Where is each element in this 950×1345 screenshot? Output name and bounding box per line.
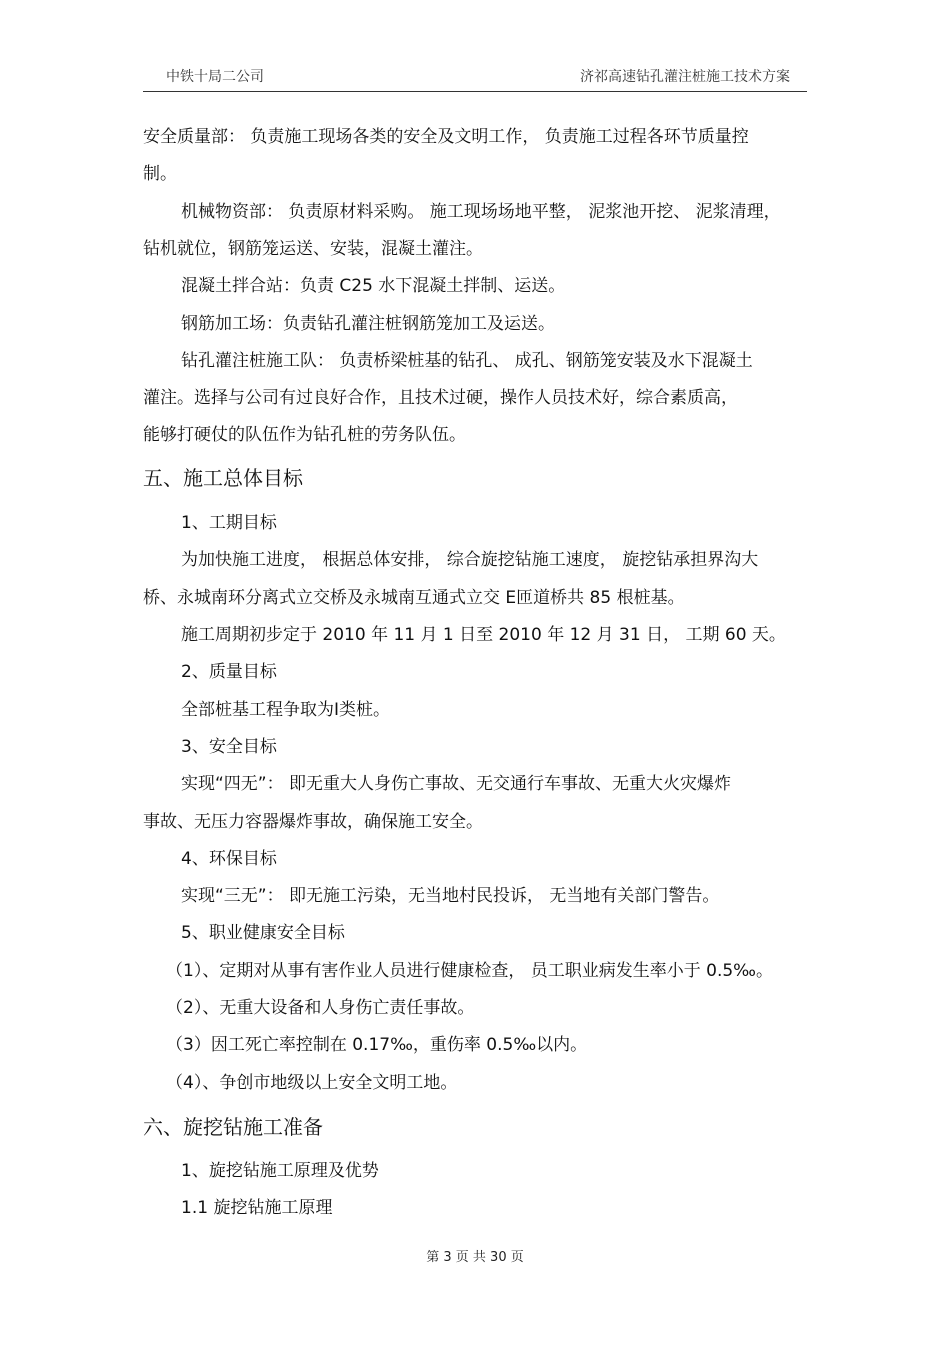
para-safety-2: 事故、无压力容器爆炸事故，确保施工安全。 [143,812,483,832]
para-machinery-dept: 机械物资部： 负责原材料采购。 施工现场场地平整， 泥浆池开挖、 泥浆清理， [181,202,781,222]
subheading-schedule-goal: 1、工期目标 [181,513,277,533]
list-item-ohs-3: （3）因工死亡率控制在 0.17‰，重伤率 0.5‰以内。 [166,1035,588,1055]
subheading-rotary-principle: 1、旋挖钻施工原理及优势 [181,1161,379,1181]
heading-section-6: 六、旋挖钻施工准备 [143,1115,323,1139]
para-concrete-station: 混凝土拌合站：负责 C25 水下混凝土拌制、运送。 [181,276,566,296]
para-schedule-2: 桥、永城南环分离式立交桥及永城南互通式立交 E匝道桥共 85 根桩基。 [143,588,685,608]
header-rule [143,91,807,92]
subheading-ohs-goal: 5、职业健康安全目标 [181,923,345,943]
para-rebar-yard: 钢筋加工场：负责钻孔灌注桩钢筋笼加工及运送。 [181,314,555,334]
para-env: 实现“三无”： 即无施工污染，无当地村民投诉， 无当地有关部门警告。 [181,886,720,906]
header-right-title: 济祁高速钻孔灌注桩施工技术方案 [580,69,790,85]
para-quality: 全部桩基工程争取为Ⅰ类桩。 [181,700,391,720]
heading-section-5: 五、施工总体目标 [143,466,303,490]
page-number-footer: 第 3 页 共 30 页 [426,1250,524,1265]
para-pile-team: 钻孔灌注桩施工队： 负责桥梁桩基的钻孔、 成孔、钢筋笼安装及水下混凝土 [181,351,753,371]
header-left-company: 中铁十局二公司 [166,69,264,85]
para-safety-dept-cont: 制。 [143,164,177,184]
subheading-rotary-principle-1-1: 1.1 旋挖钻施工原理 [181,1198,333,1218]
para-pile-team-cont1: 灌注。选择与公司有过良好合作，且技术过硬，操作人员技术好，综合素质高， [143,388,738,408]
list-item-ohs-4: （4）、争创市地级以上安全文明工地。 [166,1073,458,1093]
para-safety-1: 实现“四无”： 即无重大人身伤亡事故、无交通行车事故、无重大火灾爆炸 [181,774,732,794]
list-item-ohs-2: （2）、无重大设备和人身伤亡责任事故。 [166,998,475,1018]
para-safety-dept: 安全质量部： 负责施工现场各类的安全及文明工作， 负责施工过程各环节质量控 [143,127,749,147]
para-machinery-dept-cont: 钻机就位，钢筋笼运送、安装，混凝土灌注。 [143,239,483,259]
subheading-safety-goal: 3、安全目标 [181,737,277,757]
para-schedule-1: 为加快施工进度， 根据总体安排， 综合旋挖钻施工速度， 旋挖钻承担界沟大 [181,550,759,570]
subheading-env-goal: 4、环保目标 [181,849,277,869]
para-pile-team-cont2: 能够打硬仗的队伍作为钻孔桩的劳务队伍。 [143,425,466,445]
para-schedule-3: 施工周期初步定于 2010 年 11 月 1 日至 2010 年 12 月 31 日， 工期 60 天。 [181,625,786,645]
list-item-ohs-1: （1）、定期对从事有害作业人员进行健康检查， 员工职业病发生率小于 0.5‰。 [166,961,773,981]
subheading-quality-goal: 2、质量目标 [181,662,277,682]
